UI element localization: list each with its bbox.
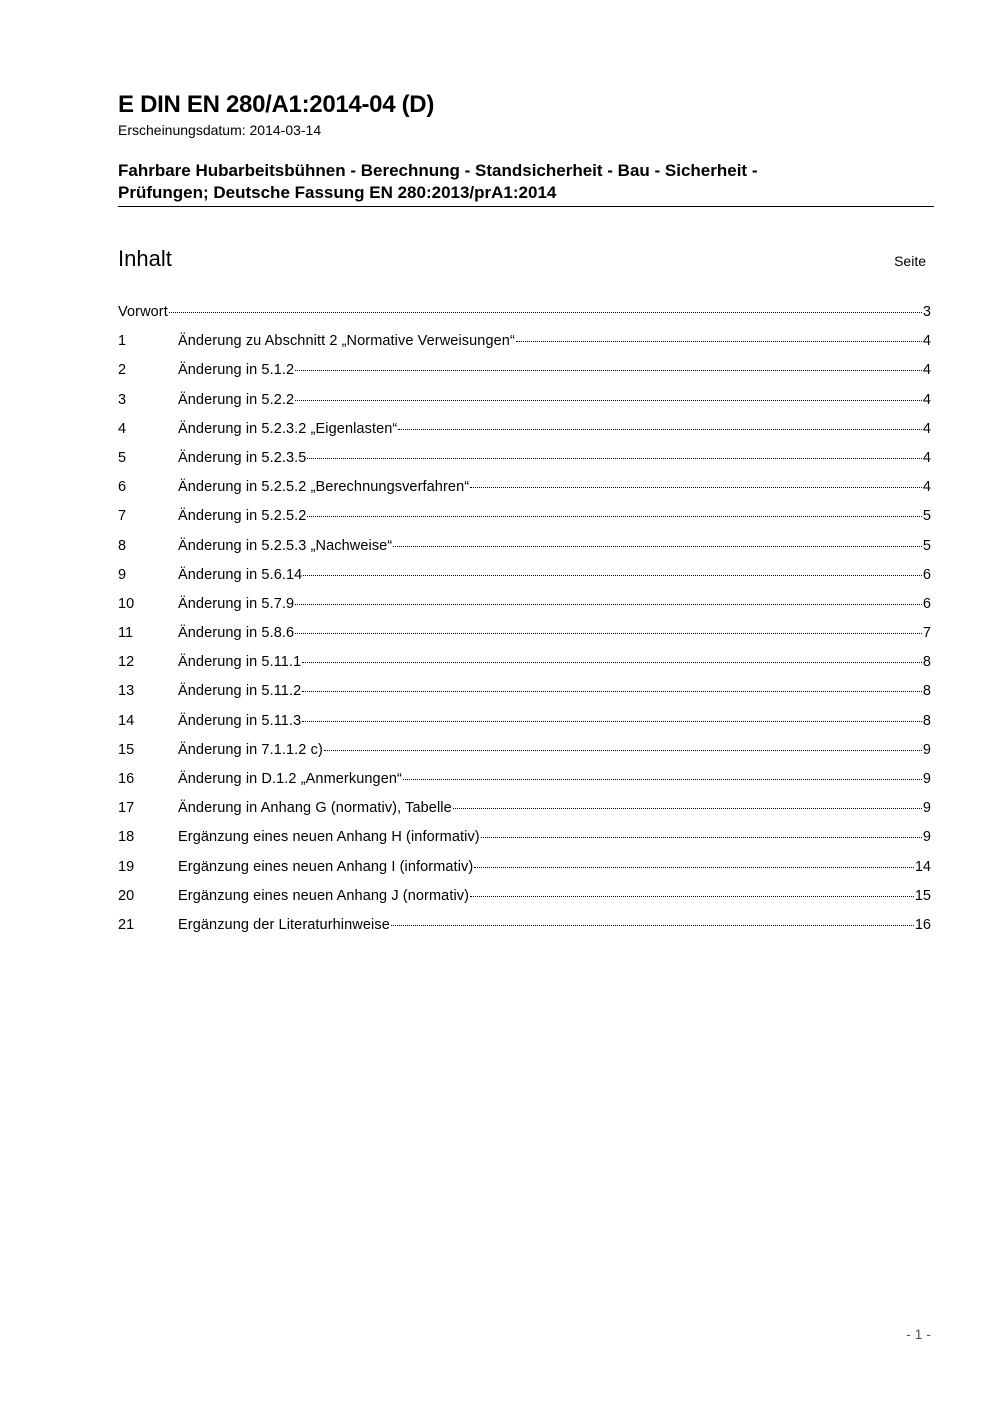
toc-page-column-label: Seite <box>894 253 926 269</box>
toc-dot-leader <box>295 356 922 371</box>
toc-entry-title[interactable]: Änderung zu Abschnitt 2 „Normative Verweisungen“ <box>178 333 515 350</box>
toc-entry-number: 21 <box>118 916 135 933</box>
toc-entry[interactable] <box>118 418 931 447</box>
toc-entry-number: 11 <box>118 625 134 642</box>
toc-entry-number: 18 <box>118 829 135 846</box>
toc-entry-page[interactable]: 4 <box>922 449 931 466</box>
toc-entry-page[interactable]: 4 <box>922 420 931 437</box>
toc-entry[interactable] <box>118 564 931 593</box>
toc-entry-number: 12 <box>118 654 135 671</box>
toc-dot-leader <box>393 532 922 547</box>
toc-entry-number: 9 <box>118 566 127 583</box>
toc-entry-title[interactable]: Änderung in 5.2.3.5 <box>178 449 307 466</box>
toc-entry[interactable] <box>118 359 931 388</box>
toc-entry[interactable] <box>118 593 931 622</box>
toc-entry-title[interactable]: Ergänzung eines neuen Anhang J (normativ) <box>178 887 470 904</box>
toc-entry-page[interactable]: 6 <box>922 595 931 612</box>
toc-entry-title[interactable]: Änderung in 5.7.9 <box>178 595 295 612</box>
toc-dot-leader <box>481 823 922 838</box>
toc-entry-page[interactable]: 6 <box>922 566 931 583</box>
toc-entry[interactable] <box>118 826 931 855</box>
toc-entry-title[interactable]: Änderung in 5.11.3 <box>178 712 302 729</box>
toc-entry-number: 6 <box>118 479 127 496</box>
table-of-contents <box>118 301 931 943</box>
toc-dot-leader <box>295 590 922 605</box>
toc-entry-page[interactable]: 9 <box>922 829 931 846</box>
toc-entry-page[interactable]: 15 <box>914 887 931 904</box>
toc-dot-leader <box>453 794 922 809</box>
toc-entry-title[interactable]: Änderung in 5.2.5.2 „Berechnungsverfahren“ <box>178 479 470 496</box>
toc-entry-page[interactable]: 8 <box>922 712 931 729</box>
toc-entry-number: 14 <box>118 712 135 729</box>
toc-entry[interactable] <box>118 797 931 826</box>
toc-dot-leader <box>470 882 914 897</box>
toc-dot-leader <box>470 473 922 488</box>
toc-entry-title[interactable]: Änderung in 5.2.5.3 „Nachweise“ <box>178 537 393 554</box>
toc-entry-page[interactable]: 4 <box>922 362 931 379</box>
toc-entry[interactable] <box>118 389 931 418</box>
toc-entry-number: 7 <box>118 508 127 525</box>
toc-dot-leader <box>303 561 922 576</box>
toc-entry-page[interactable]: 9 <box>922 741 931 758</box>
toc-dot-leader <box>307 502 921 517</box>
toc-entry-number: 5 <box>118 449 127 466</box>
toc-entry-page[interactable]: 8 <box>922 683 931 700</box>
toc-entry-number: 3 <box>118 391 127 408</box>
toc-entry-title[interactable]: Ergänzung der Literaturhinweise <box>178 916 390 933</box>
toc-entry-title[interactable]: Änderung in Anhang G (normativ), Tabelle <box>178 800 452 817</box>
toc-dot-leader <box>324 736 922 751</box>
toc-entry-title[interactable]: Änderung in 5.11.1 <box>178 654 302 671</box>
toc-entry[interactable] <box>118 535 931 564</box>
page-number: - 1 - <box>906 1326 931 1342</box>
toc-entry[interactable] <box>118 768 931 797</box>
toc-entry-page[interactable]: 5 <box>922 508 931 525</box>
toc-entry-title[interactable]: Änderung in 5.2.3.2 „Eigenlasten“ <box>178 420 398 437</box>
toc-entry-number: 15 <box>118 741 135 758</box>
toc-entry[interactable] <box>118 476 931 505</box>
toc-entry-number: 20 <box>118 887 135 904</box>
toc-dot-leader <box>302 648 922 663</box>
toc-entry-page[interactable]: 4 <box>922 391 931 408</box>
toc-entry[interactable] <box>118 914 931 943</box>
toc-entry-title[interactable]: Änderung in 5.8.6 <box>178 625 295 642</box>
toc-entry-page[interactable]: 4 <box>922 479 931 496</box>
toc-dot-leader <box>391 911 914 926</box>
toc-entry-number: 4 <box>118 420 127 437</box>
toc-dot-leader <box>302 677 922 692</box>
toc-dot-leader <box>516 327 922 342</box>
toc-entry[interactable] <box>118 330 931 359</box>
subtitle-line-1: Fahrbare Hubarbeitsbühnen - Berechnung - Standsicherheit - Bau - Sicherheit - <box>118 161 758 180</box>
toc-entry-title[interactable]: Änderung in D.1.2 „Anmerkungen“ <box>178 771 402 787</box>
toc-entry-title[interactable]: Änderung in 5.2.5.2 <box>178 508 307 525</box>
toc-entry-title[interactable]: Vorwort <box>118 304 168 320</box>
publication-date: Erscheinungsdatum: 2014-03-14 <box>118 122 322 138</box>
toc-entry-page[interactable]: 8 <box>922 654 931 671</box>
toc-entry[interactable] <box>118 885 931 914</box>
toc-entry-number: 19 <box>118 858 135 875</box>
toc-entry-number: 17 <box>118 800 135 817</box>
toc-entry-title[interactable]: Ergänzung eines neuen Anhang H (informativ) <box>178 829 480 846</box>
document-title: E DIN EN 280/A1:2014-04 (D) <box>118 91 435 118</box>
toc-dot-leader <box>307 444 921 459</box>
toc-entry-page[interactable]: 16 <box>914 916 931 933</box>
toc-entry-number: 8 <box>118 537 127 554</box>
toc-entry[interactable] <box>118 505 931 534</box>
toc-heading: Inhalt <box>118 246 172 271</box>
toc-entry-title[interactable]: Ergänzung eines neuen Anhang I (informativ) <box>178 858 474 875</box>
toc-entry-page[interactable]: 9 <box>922 800 931 817</box>
toc-entry-number: 13 <box>118 683 135 700</box>
toc-dot-leader <box>295 619 922 634</box>
toc-entry[interactable] <box>118 680 931 709</box>
toc-dot-leader <box>295 386 922 401</box>
toc-entry-number: 10 <box>118 595 135 612</box>
toc-entry[interactable] <box>118 856 931 885</box>
toc-entry[interactable] <box>118 301 931 330</box>
toc-entry-page[interactable]: 9 <box>922 771 931 787</box>
toc-entry[interactable] <box>118 651 931 680</box>
toc-entry-title[interactable]: Änderung in 5.6.14 <box>178 566 303 583</box>
toc-entry[interactable] <box>118 622 931 651</box>
toc-entry-page[interactable]: 7 <box>922 625 931 642</box>
subtitle-line-2: Prüfungen; Deutsche Fassung EN 280:2013/prA1:2014 <box>118 183 557 202</box>
toc-entry-title[interactable]: Änderung in 5.2.2 <box>178 391 295 408</box>
toc-entry-page[interactable]: 5 <box>922 537 931 554</box>
toc-entry-title[interactable]: Änderung in 5.1.2 <box>178 362 295 379</box>
toc-entry-number: 16 <box>118 771 135 787</box>
toc-entry-number: 1 <box>118 333 127 350</box>
toc-dot-leader <box>403 765 922 780</box>
toc-dot-leader <box>398 415 922 430</box>
toc-entry-title[interactable]: Änderung in 5.11.2 <box>178 683 302 700</box>
toc-entry[interactable] <box>118 710 931 739</box>
toc-dot-leader <box>169 298 922 313</box>
toc-dot-leader <box>474 853 914 868</box>
toc-dot-leader <box>302 707 922 722</box>
header-divider <box>118 206 934 207</box>
toc-entry[interactable] <box>118 447 931 476</box>
document-subtitle <box>118 160 918 204</box>
toc-entry-page[interactable]: 14 <box>914 858 931 875</box>
toc-entry-page[interactable]: 4 <box>922 333 931 350</box>
toc-entry-page[interactable]: 3 <box>922 304 931 320</box>
toc-entry-number: 2 <box>118 362 127 379</box>
toc-entry[interactable] <box>118 739 931 768</box>
toc-entry-title[interactable]: Änderung in 7.1.1.2 c) <box>178 741 323 758</box>
